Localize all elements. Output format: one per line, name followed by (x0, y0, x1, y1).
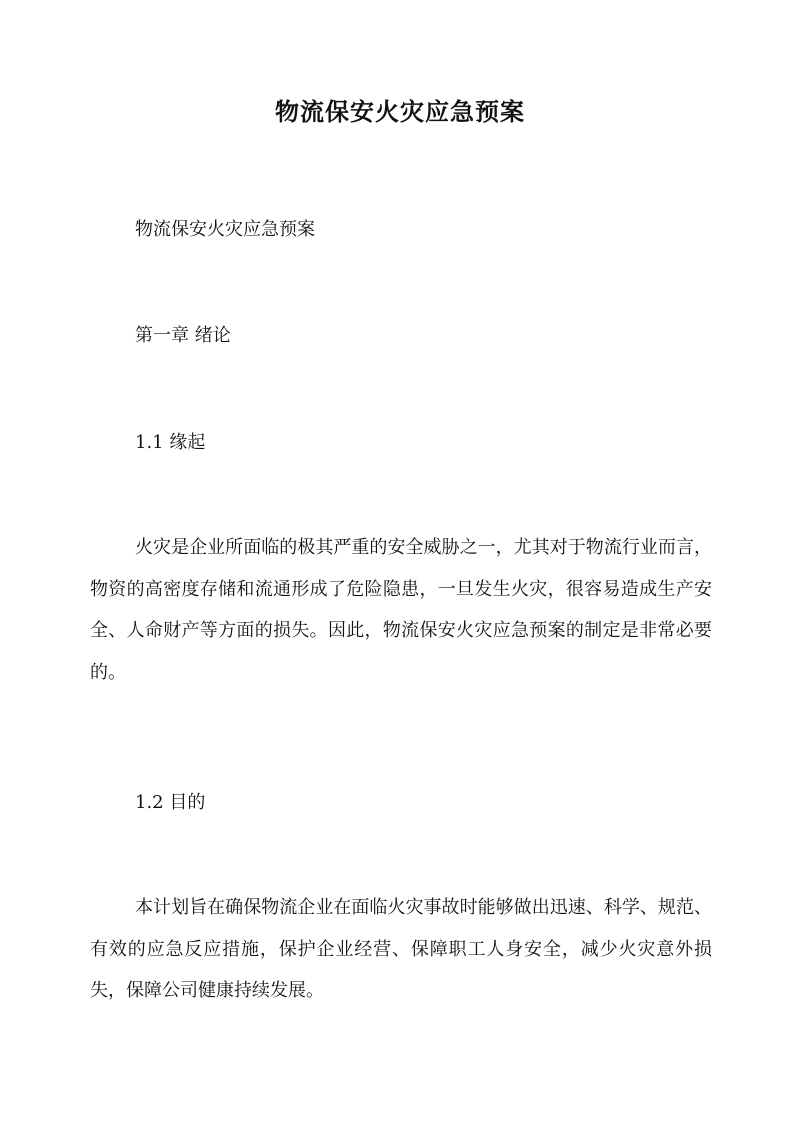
section-heading-1-1: 1.1 缘起 (135, 432, 206, 453)
document-subtitle: 物流保安火灾应急预案 (135, 219, 315, 240)
chapter-heading: 第一章 绪论 (135, 325, 231, 346)
section-body-1-1: 火灾是企业所面临的极其严重的安全威胁之一，尤其对于物流行业而言，物资的高密度存储和流通形成了危险隐患，一旦发生火灾，很容易造成生产安全、人命财产等方面的损失。因此，物流保安火灾应急预案的制定是非常必要的。 (90, 537, 712, 683)
section-heading-1-2: 1.2 目的 (135, 792, 206, 813)
section-body-1-2: 本计划旨在确保物流企业在面临火灾事故时能够做出迅速、科学、规范、有效的应急反应措施，保护企业经营、保障职工人身安全，减少火灾意外损失，保障公司健康持续发展。 (90, 897, 712, 1001)
document-title: 物流保安火灾应急预案 (275, 97, 525, 126)
